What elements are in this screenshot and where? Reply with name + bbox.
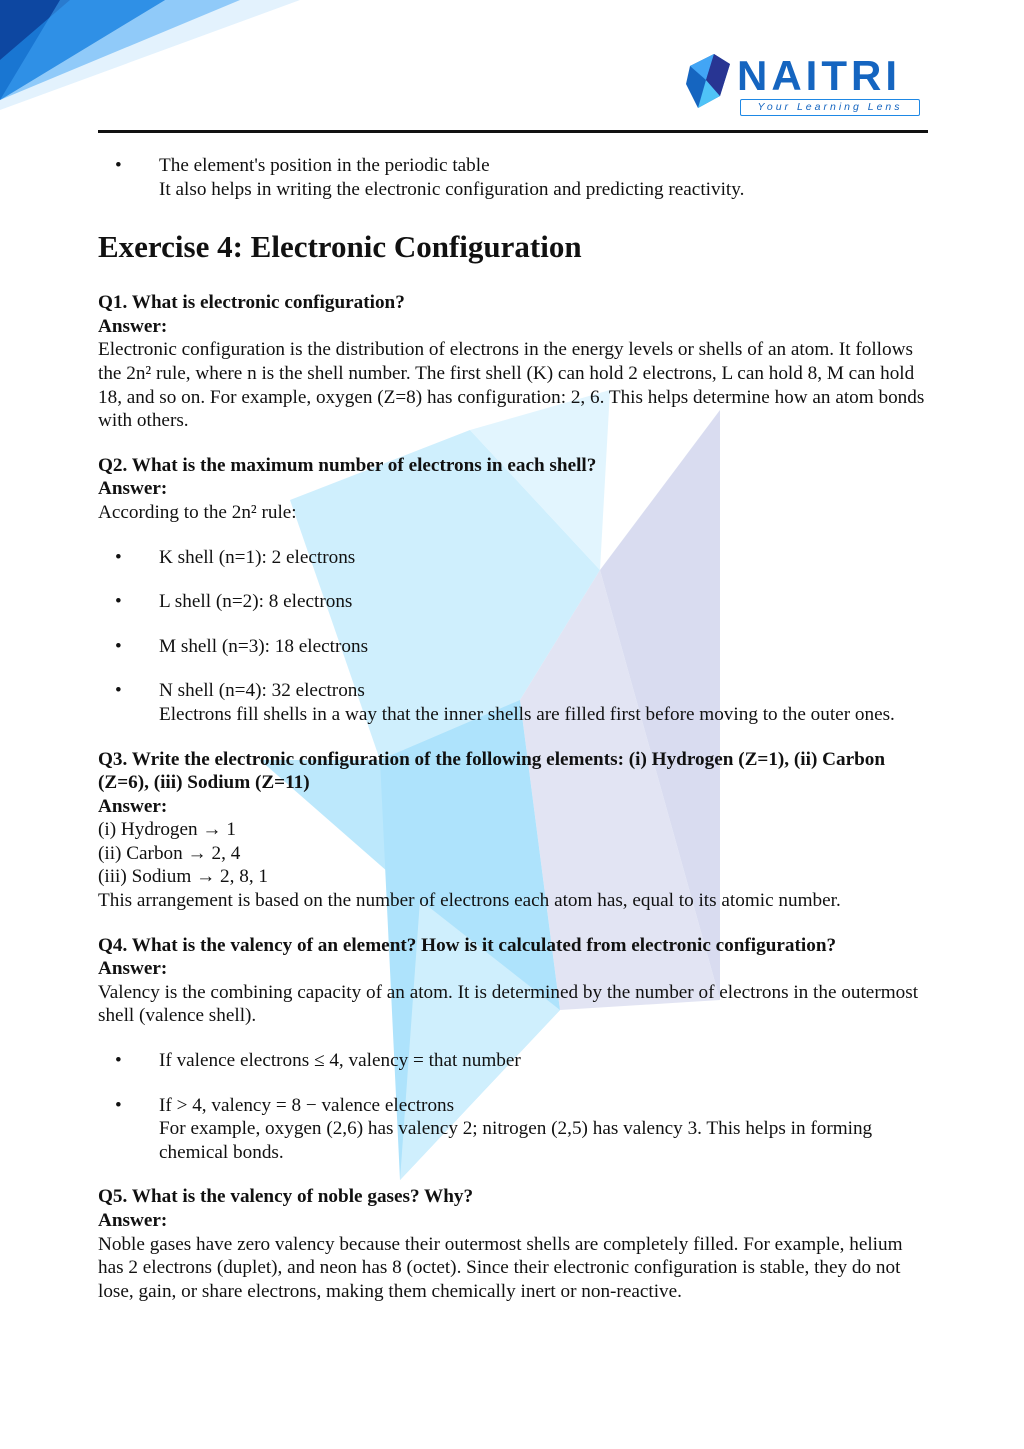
- list-item: [98, 1094, 930, 1165]
- answer-label: Answer:: [98, 795, 168, 817]
- bullet-icon: •: [115, 680, 122, 702]
- bullet-icon: •: [115, 1050, 122, 1072]
- list-item: [98, 546, 930, 570]
- list-item-text: If > 4, valency = 8 − valence electrons: [159, 1094, 455, 1116]
- q3-block: [98, 748, 930, 913]
- bullet-icon: •: [115, 591, 122, 613]
- answer-text: Electronic configuration is the distribution of electrons in the energy levels or shells of an atom. It follows the 2n² rule, where n is the shell number. The first shell (K) can hold 2 electrons, L can hold 8, M can hold 18, and so on. For example, oxygen (Z=8) has configuration: 2, 6. This helps determine how an atom bonds with others.: [98, 339, 925, 432]
- list-item-text: L shell (n=2): 8 electrons: [159, 591, 353, 613]
- bullet-icon: •: [115, 1094, 122, 1116]
- logo-mark-icon: [684, 54, 736, 110]
- list-item-text: N shell (n=4): 32 electrons: [159, 680, 365, 702]
- answer-label: Answer:: [98, 958, 168, 980]
- answer-label: Answer:: [98, 315, 168, 337]
- question-title: Q3. Write the electronic configuration of the following elements: (i) Hydrogen (Z=1), (ii) Carbon (Z=6), (iii) Sodium (Z=11): [98, 748, 886, 794]
- answer-note: This arrangement is based on the number of electrons each atom has, equal to its atomic number.: [98, 890, 841, 912]
- list-item: [98, 590, 930, 614]
- header-rule: [98, 130, 928, 133]
- question-title: Q2. What is the maximum number of electrons in each shell?: [98, 454, 597, 476]
- list-item-text: M shell (n=3): 18 electrons: [159, 635, 369, 657]
- bullet-icon: •: [115, 155, 122, 176]
- bullet-icon: •: [115, 635, 122, 657]
- list-item-text: If valence electrons ≤ 4, valency = that number: [159, 1050, 521, 1072]
- question-title: Q1. What is electronic configuration?: [98, 292, 405, 314]
- question-title: Q4. What is the valency of an element? How is it calculated from electronic configuration?: [98, 934, 837, 956]
- intro-continuation: It also helps in writing the electronic configuration and predicting reactivity.: [159, 178, 745, 200]
- list-item: [98, 1049, 930, 1073]
- brand-tagline: Your Learning Lens: [740, 99, 920, 116]
- page-title: Exercise 4: Electronic Configuration: [98, 229, 582, 265]
- q1-block: [98, 291, 930, 433]
- answer-line: (iii) Sodium → 2, 8, 1: [98, 866, 269, 888]
- q4-block: [98, 934, 930, 1165]
- brand-name: NAITRI: [737, 52, 901, 99]
- answer-text: Valency is the combining capacity of an atom. It is determined by the number of electrons in the outermost shell (valence shell).: [98, 981, 919, 1027]
- answer-line: (ii) Carbon → 2, 4: [98, 842, 241, 864]
- naitri-logo: [684, 52, 934, 124]
- answer-intro: According to the 2n² rule:: [98, 501, 297, 523]
- bullet-icon: •: [115, 546, 122, 568]
- document-body: [98, 154, 930, 1303]
- intro-bullet-text: The element's position in the periodic table: [159, 155, 490, 176]
- list-continuation: Electrons fill shells in a way that the inner shells are filled first before moving to the outer ones.: [159, 703, 895, 725]
- q5-block: [98, 1185, 930, 1303]
- intro-bullet: [98, 154, 930, 201]
- list-continuation: For example, oxygen (2,6) has valency 2; nitrogen (2,5) has valency 3. This helps in forming chemical bonds.: [159, 1118, 873, 1163]
- answer-line: (i) Hydrogen → 1: [98, 819, 237, 841]
- q2-block: [98, 454, 930, 727]
- list-item: [98, 679, 930, 726]
- list-item-text: K shell (n=1): 2 electrons: [159, 546, 356, 568]
- answer-label: Answer:: [98, 1210, 168, 1231]
- answer-label: Answer:: [98, 478, 168, 500]
- question-title: Q5. What is the valency of noble gases? Why?: [98, 1186, 474, 1208]
- list-item: [98, 635, 930, 659]
- answer-text: Noble gases have zero valency because their outermost shells are completely filled. For example, helium has 2 electrons (duplet), and neon has 8 (octet). Since their electronic configuration is stable, they do not lose, gain, or share electrons, making them chemically inert or non-reactive.: [98, 1233, 903, 1302]
